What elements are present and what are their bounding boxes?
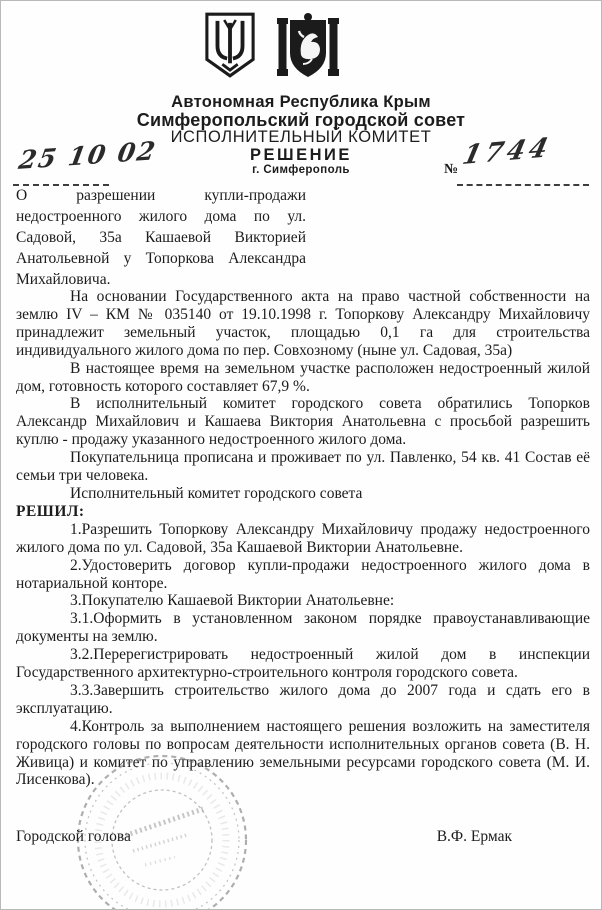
resolution-item: 2.Удостоверить договор купли-продажи недостроенного жилого дома в нотариальной конторе. [16,556,590,592]
body-paragraph: Исполнительный комитет городского совета [70,484,363,502]
resolved-heading: РЕШИЛ: [16,502,85,520]
committee-name: ИСПОЛНИТЕЛЬНЫЙ КОМИТЕТ [170,128,432,146]
body-paragraph: Покупательница прописана и проживает по ул. Павленко, 54 кв. 41 Состав её семьи три человека. [16,449,590,485]
republic-name: Автономная Республика Крым [171,93,431,111]
resolution-item: 3.1.Оформить в установленном законом порядке правоустанавливающие документы на землю. [16,610,590,646]
body-paragraph: В исполнительный комитет городского совета обратились Топорков Александр Михайлович и Кашаева Виктория Анатольевна с просьбой разрешить куплю - продажу указанного недостроенного жилого дома. [16,395,590,449]
document-body [16,288,590,789]
number-label: № [444,162,459,177]
handwritten-number: 1744 [459,132,555,172]
city-label: г. Симферополь [252,164,350,176]
council-name: Симферопольский городской совет [136,110,466,130]
resolution-item: 4.Контроль за выполнением настоящего решения возложить на заместителя городского головы по вопросам деятельности исполнительных органов совета (В. Н. Живица) и комитет по управлению земельными ресурсами городского совета (М. И. Лисенкова). [16,717,590,789]
resolution-item: 3.3.Завершить строительство жилого дома до 2007 года и сдать его в эксплуатацию. [16,681,590,717]
number-underline [457,184,589,186]
signature-row [16,828,512,846]
resolution-item: 3.2.Перерегистрировать недостроенный жилой дом в инспекции Государственного архитектурно-строительного контроля городского совета. [16,646,590,682]
signature-title: Городской голова [16,828,131,845]
body-paragraph: В настоящее время на земельном участке расположен недостроенный жилой дом, готовность которого составляет 67,9 %. [16,359,590,395]
ukraine-trident-emblem-icon [204,11,256,79]
subject-block: О разрешении купли-продажи недостроенного жилого дома по ул. Садовой, 35а Кашаевой Викторией Анатольевной у Топоркова Александра Михайловича. [16,187,306,288]
body-paragraph: На основании Государственного акта на право частной собственности на землю IV – КМ № 035140 от 19.10.1998 г. Топоркову Александру Михайловичу принадлежит земельный участок, площадью 0,1 га для строительства индивидуального жилого дома по пер. Совхозному (ныне ул. Садовая, 35а) [16,288,590,359]
crimea-coat-of-arms-icon [276,11,340,83]
resolution-item: 1.Разрешить Топоркову Александру Михайловичу продажу недостроенного жилого дома по ул. Садовой, 35а Кашаевой Виктории Анатольевне. [16,520,590,556]
signature-name: В.Ф. Ермак [436,828,512,845]
handwritten-date: 25 10 02 [16,135,160,176]
emblems-row [0,11,572,83]
document-type-title: РЕШЕНИЕ [250,146,352,164]
resolution-item: 3.Покупателю Кашаевой Виктории Анатольевне: [70,592,395,610]
